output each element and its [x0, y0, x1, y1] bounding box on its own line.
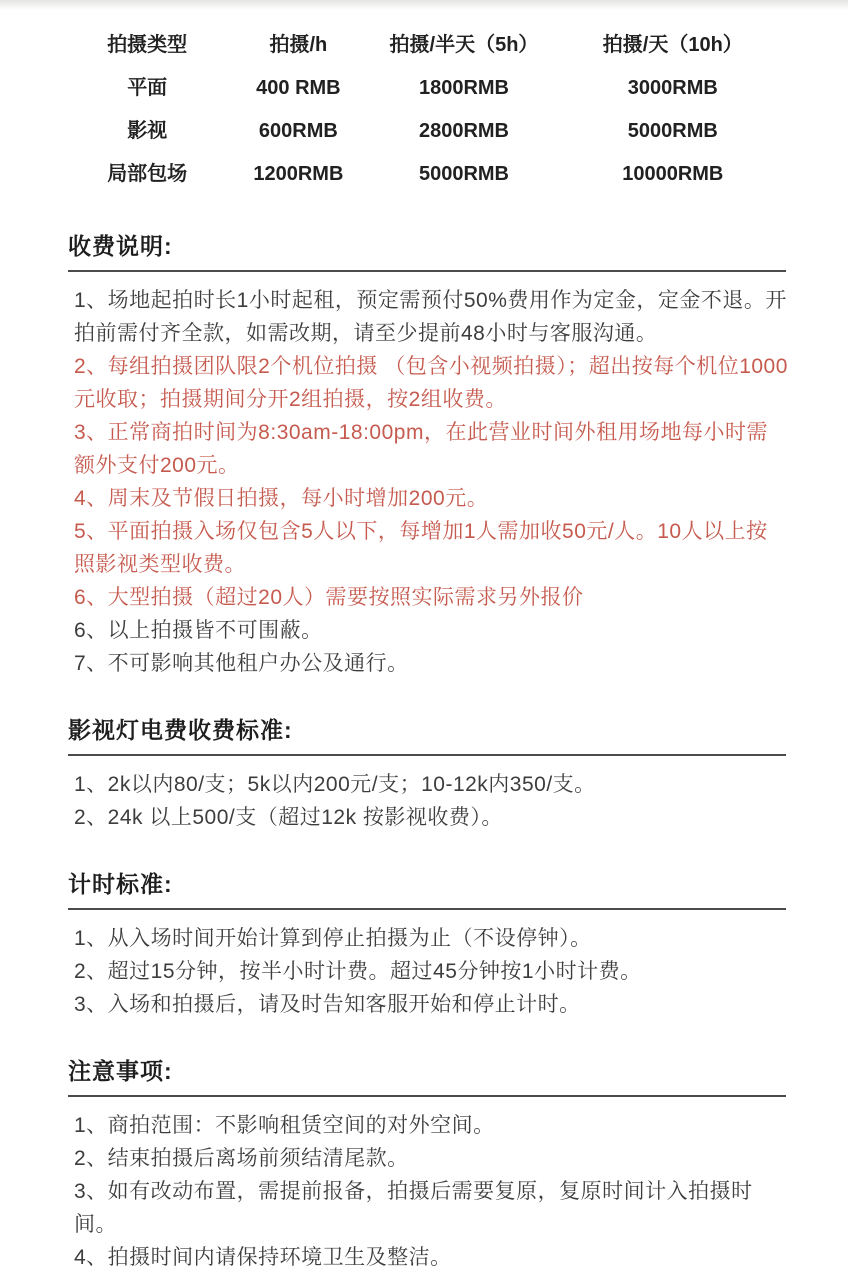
price-table-cell: 平面	[127, 77, 168, 99]
section-title: 计时标准:	[68, 871, 173, 897]
section-divider	[68, 270, 786, 272]
rule-section	[68, 870, 788, 1021]
section-divider	[68, 908, 786, 910]
section-title: 收费说明:	[68, 233, 173, 259]
price-table-header-cell: 拍摄/半天（5h）	[389, 34, 539, 56]
rule-item: 3、如有改动布置，需提前报备，拍摄后需要复原，复原时间计入拍摄时间。	[74, 1180, 753, 1236]
price-table-cell: 1800RMB	[418, 77, 509, 99]
price-table-cell: 3000RMB	[627, 77, 718, 99]
price-table-header-cell: 拍摄类型	[107, 34, 188, 56]
price-table-header-cell: 拍摄/天（10h）	[602, 34, 743, 56]
price-table-cell: 600RMB	[258, 120, 338, 142]
price-table-row	[68, 67, 788, 110]
rule-item: 6、大型拍摄（超过20人）需要按照实际需求另外报价	[74, 586, 584, 609]
price-table-cell: 400 RMB	[256, 77, 341, 99]
section-title: 注意事项:	[68, 1058, 173, 1084]
price-table-cell: 5000RMB	[627, 120, 718, 142]
rule-item: 2、24k 以上500/支（超过12k 按影视收费）。	[74, 806, 503, 829]
rule-item: 4、周末及节假日拍摄，每小时增加200元。	[74, 487, 489, 510]
rule-section	[68, 232, 788, 680]
price-table-cell: 2800RMB	[418, 120, 509, 142]
rule-item: 1、从入场时间开始计算到停止拍摄为止（不设停钟）。	[74, 927, 592, 950]
section-divider	[68, 1095, 786, 1097]
rule-item: 7、不可影响其他租户办公及通行。	[74, 652, 409, 675]
rule-item: 3、入场和拍摄后，请及时告知客服开始和停止计时。	[74, 993, 581, 1016]
rule-item: 6、以上拍摄皆不可围蔽。	[74, 619, 323, 642]
price-table-cell: 1200RMB	[253, 163, 344, 185]
rule-item: 1、2k以内80/支；5k以内200元/支；10-12k内350/支。	[74, 773, 596, 796]
rule-section	[68, 716, 788, 834]
rule-item: 2、每组拍摄团队限2个机位拍摄 （包含小视频拍摄）；超出按每个机位1000元收取；拍摄期间分开2组拍摄，按2组收费。	[74, 355, 788, 411]
rule-item: 2、超过15分钟，按半小时计费。超过45分钟按1小时计费。	[74, 960, 642, 983]
price-table-cell: 5000RMB	[418, 163, 509, 185]
price-table-cell: 影视	[127, 120, 168, 142]
rule-item: 1、商拍范围：不影响租赁空间的对外空间。	[74, 1114, 495, 1137]
sections	[68, 232, 788, 1274]
section-divider	[68, 754, 786, 756]
price-table	[68, 24, 788, 196]
rule-item: 4、拍摄时间内请保持环境卫生及整洁。	[74, 1246, 452, 1269]
rule-section	[68, 1057, 788, 1274]
rule-item: 3、正常商拍时间为8:30am-18:00pm，在此营业时间外租用场地每小时需额外支付200元。	[74, 421, 768, 477]
rule-item: 2、结束拍摄后离场前须结清尾款。	[74, 1147, 409, 1170]
rule-item: 1、场地起拍时长1小时起租，预定需预付50%费用作为定金，定金不退。开拍前需付齐全款，如需改期，请至少提前48小时与客服沟通。	[74, 289, 787, 345]
section-title: 影视灯电费收费标准:	[68, 717, 293, 743]
price-table-row	[68, 110, 788, 153]
price-table-header-row	[68, 24, 788, 67]
price-table-row	[68, 153, 788, 196]
price-table-cell: 局部包场	[107, 163, 188, 185]
price-table-cell: 10000RMB	[622, 163, 724, 185]
price-table-header-cell: 拍摄/h	[269, 34, 328, 56]
rule-item: 5、平面拍摄入场仅包含5人以下，每增加1人需加收50元/人。10人以上按照影视类型收费。	[74, 520, 768, 576]
price-table-body	[68, 67, 788, 196]
